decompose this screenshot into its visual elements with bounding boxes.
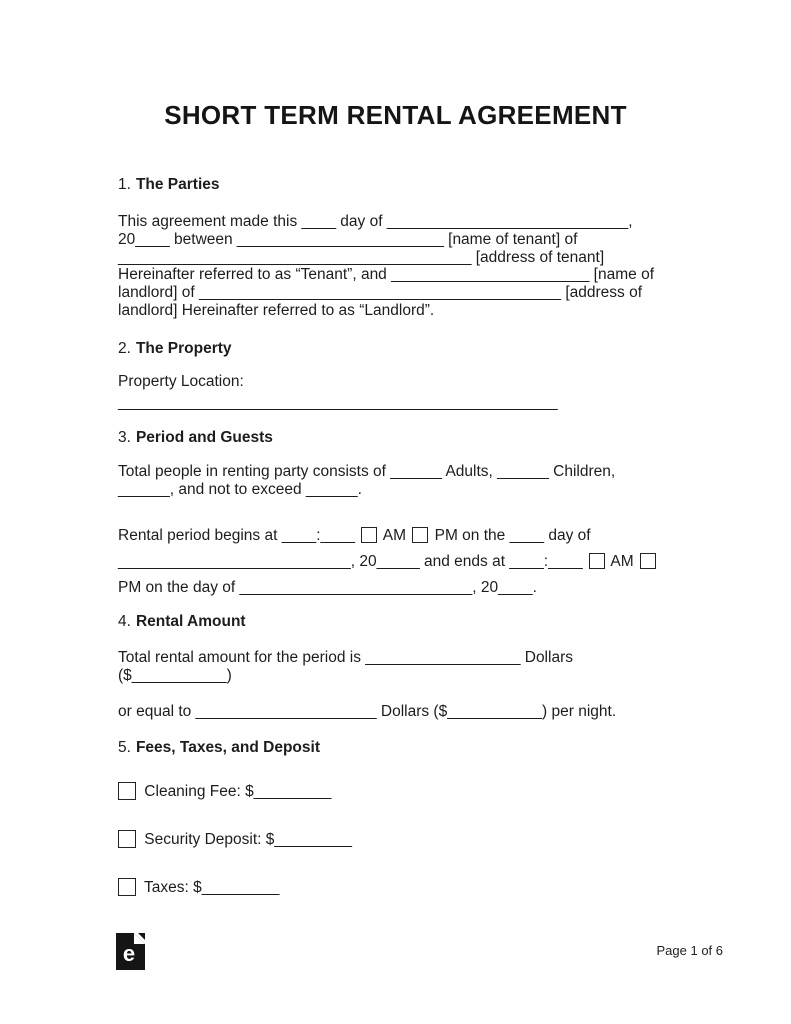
ends-pm-checkbox[interactable]: [640, 553, 656, 569]
text-segment: Security Deposit: $_________: [140, 831, 352, 848]
section-3-heading: [118, 429, 273, 447]
per-night-paragraph: [118, 703, 616, 721]
text-segment: 20____ between ________________________ [name of tenant] of: [118, 230, 578, 248]
form-text-line: [118, 649, 573, 667]
rental-amount-paragraph: [118, 649, 573, 685]
form-text-line: [118, 549, 658, 575]
text-segment: AM: [379, 527, 411, 544]
cleaning-fee-checkbox[interactable]: [118, 782, 136, 800]
ends-am-checkbox[interactable]: [589, 553, 605, 569]
section-name: Period and Guests: [135, 429, 273, 446]
text-segment: Cleaning Fee: $_________: [140, 783, 332, 800]
text-segment: Total rental amount for the period is __________________ Dollars: [118, 649, 573, 666]
text-segment: ___________________________________________________: [118, 394, 558, 411]
taxes-item: [118, 876, 279, 900]
text-segment: _________________________________________ [address of tenant]: [118, 248, 605, 266]
section-number: 3.: [118, 429, 131, 446]
section-name: Fees, Taxes, and Deposit: [135, 739, 320, 756]
section-name: The Property: [135, 340, 232, 357]
form-text-line: [118, 266, 654, 284]
security-deposit-checkbox[interactable]: [118, 830, 136, 848]
form-text-line: [118, 284, 654, 302]
section-name: Rental Amount: [135, 613, 246, 630]
text-segment: Total people in renting party consists of ______ Adults, ______ Children,: [118, 463, 616, 480]
text-segment: ($___________): [118, 666, 232, 684]
form-text-line: [118, 481, 615, 499]
text-segment: ___________________________, 20_____ and ends at ____:____: [118, 553, 587, 570]
security-deposit-item: [118, 828, 352, 852]
text-segment: ______, and not to exceed ______.: [118, 480, 362, 498]
text-segment: AM: [606, 553, 638, 570]
section-name: The Parties: [135, 176, 220, 193]
rental-period-paragraph: [118, 523, 658, 601]
page-indicator: Page 1 of 6: [656, 943, 723, 958]
form-text-line: [118, 249, 654, 267]
text-segment: PM on the ____ day of: [430, 527, 591, 544]
form-text-line: [118, 213, 654, 231]
form-text-line: [118, 373, 244, 391]
section-number: 2.: [118, 340, 131, 357]
section-number: 4.: [118, 613, 131, 630]
text-segment: landlord] of __________________________________________ [address of: [118, 284, 643, 302]
text-segment: or equal to _____________________ Dollars ($___________) per night.: [118, 703, 617, 720]
property-location-label: [118, 373, 244, 391]
form-text-line: [118, 302, 654, 320]
eforms-logo-icon: [116, 933, 145, 970]
logo-letter: e: [122, 941, 136, 966]
text-segment: Rental period begins at ____:____: [118, 527, 360, 544]
form-text-line: [118, 231, 654, 249]
section-5-heading: [118, 739, 320, 757]
guests-paragraph: [118, 463, 615, 499]
text-segment: PM on the day of ___________________________, 20____.: [118, 579, 537, 596]
form-text-line: [118, 876, 279, 900]
property-location-blank: [118, 394, 558, 412]
text-segment: Hereinafter referred to as “Tenant”, and _______________________ [name of: [118, 266, 654, 284]
parties-paragraph: [118, 213, 654, 320]
text-segment: Taxes: $_________: [140, 879, 280, 896]
cleaning-fee-item: [118, 780, 331, 804]
document-title: SHORT TERM RENTAL AGREEMENT: [164, 100, 627, 130]
begins-pm-checkbox[interactable]: [412, 527, 428, 543]
form-text-line: [118, 523, 658, 549]
form-text-line: [118, 394, 558, 412]
form-text-line: [118, 575, 658, 601]
form-text-line: [118, 780, 331, 804]
form-text-line: [118, 703, 616, 721]
text-segment: Property Location:: [118, 373, 244, 390]
text-segment: This agreement made this ____ day of ____________________________,: [118, 213, 633, 230]
section-2-heading: [118, 340, 232, 358]
form-text-line: [118, 667, 573, 685]
taxes-checkbox[interactable]: [118, 878, 136, 896]
section-number: 1.: [118, 176, 131, 193]
section-1-heading: [118, 176, 220, 194]
section-number: 5.: [118, 739, 131, 756]
form-text-line: [118, 463, 615, 481]
begins-am-checkbox[interactable]: [361, 527, 377, 543]
section-4-heading: [118, 613, 246, 631]
form-text-line: [118, 828, 352, 852]
text-segment: landlord] Hereinafter referred to as “Landlord”.: [118, 301, 435, 319]
